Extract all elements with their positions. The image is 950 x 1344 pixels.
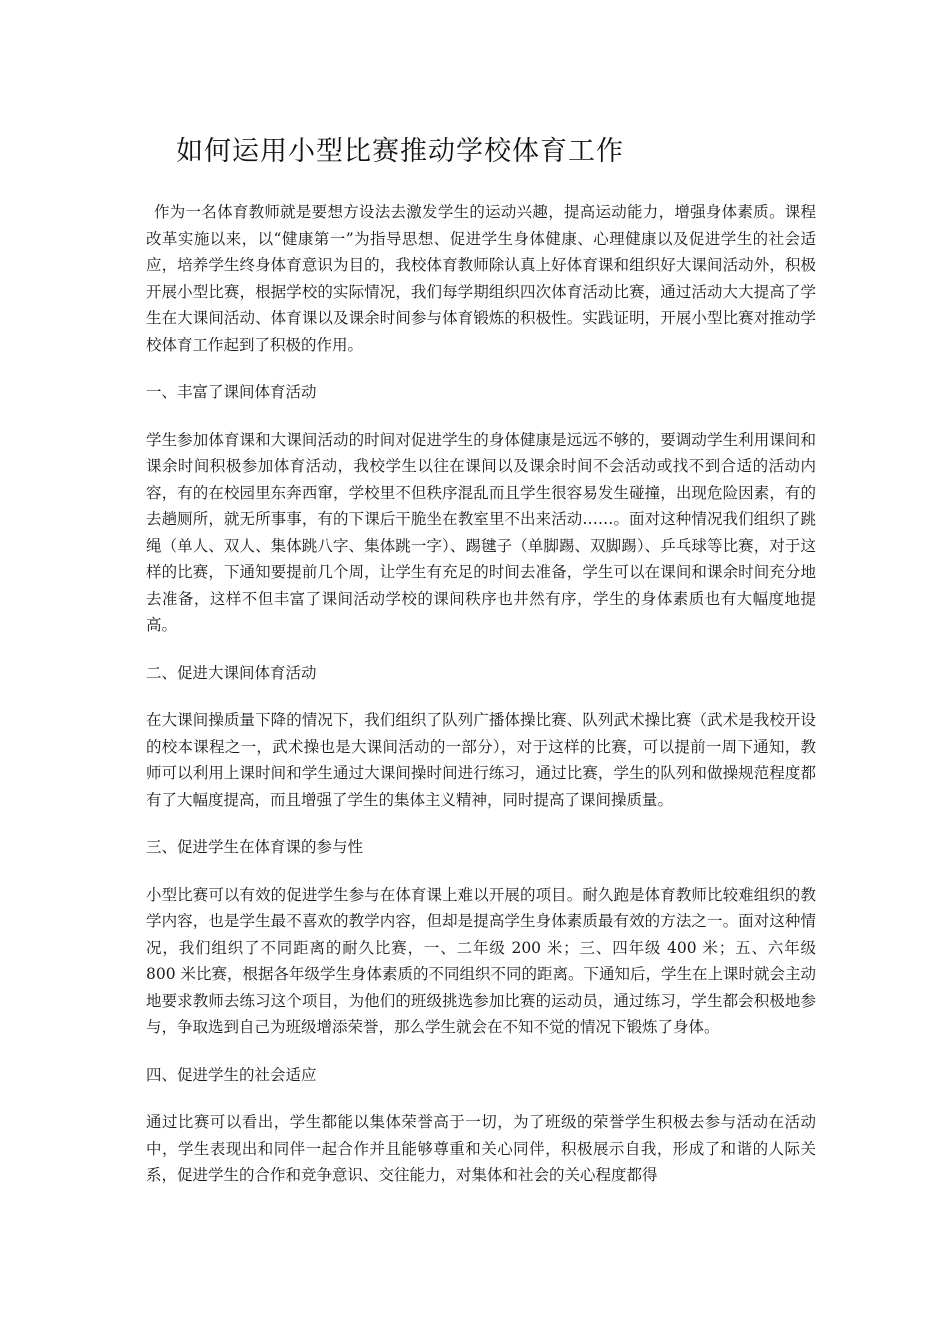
section-heading: 二、促进大课间体育活动 (146, 663, 317, 682)
intro-paragraph: 作为一名体育教师就是要想方设法去激发学生的运动兴趣，提高运动能力，增强身体素质。课程改革实施以来，以“健康第一”为指导思想、促进学生身体健康、心理健康以及促进学生的社会适应，培养学生终身体育意识为目的，我校体育教师除认真上好体育课和组织好大课间活动外，积极开展小型比赛，根据学校的实际情况，我们每学期组织四次体育活动比赛，通过活动大大提高了学生在大课间活动、体育课以及课余时间参与体育锻炼的积极性。实践证明，开展小型比赛对推动学校体育工作起到了积极的作用。 (146, 203, 816, 354)
section-paragraph: 在大课间操质量下降的情况下，我们组织了队列广播体操比赛、队列武术操比赛（武术是我校开设的校本课程之一，武术操也是大课间活动的一部分），对于这样的比赛，可以提前一周下通知，教师可以利用上课时间和学生通过大课间操时间进行练习，通过比赛，学生的队列和做操规范程度都有了大幅度提高，而且增强了学生的集体主义精神，同时提高了课间操质量。 (146, 711, 816, 809)
section-heading: 三、促进学生在体育课的参与性 (146, 838, 364, 856)
section-paragraph: 小型比赛可以有效的促进学生参与在体育课上难以开展的项目。耐久跑是体育教师比较难组织的教学内容，也是学生最不喜欢的教学内容，但却是提高学生身体素质最有效的方法之一。面对这种情况，我们组织了不同距离的耐久比赛，一、二年级 200 米；三、四年级 400 米；五、六年级 800 米比赛，根据各年级学生身体素质的不同组织不同的距离。下通知后，学生在上课时就会主动地要求教师去练习这个项目，为他们的班级挑选参加比赛的运动员，通过练习，学生都会积极地参与，争取选到自己为班级增添荣誉，那么学生就会在不知不觉的情况下锻炼了身体。 (146, 885, 817, 1036)
section-4 (146, 1062, 816, 1189)
section-heading: 四、促进学生的社会适应 (146, 1065, 317, 1084)
section-2 (146, 660, 816, 814)
document-body (146, 199, 816, 1189)
section-1 (146, 379, 816, 639)
section-heading: 一、丰富了课间体育活动 (146, 383, 317, 401)
section-3 (146, 834, 816, 1041)
document-title: 如何运用小型比赛推动学校体育工作 (176, 136, 624, 167)
section-paragraph: 学生参加体育课和大课间活动的时间对促进学生的身体健康是远远不够的，要调动学生利用课间和课余时间积极参加体育活动，我校学生以往在课间以及课余时间不会活动或找不到合适的活动内容，有的在校园里东奔西窜，学校里不但秩序混乱而且学生很容易发生碰撞，出现危险因素，有的去趟厕所，就无所事事，有的下课后干脆坐在教室里不出来活动……。面对这种情况我们组织了跳绳（单人、双人、集体跳八字、集体跳一字）、踢毽子（单脚踢、双脚踢）、乒乓球等比赛，对于这样的比赛，下通知要提前几个周，让学生有充足的时间去准备，学生可以在课间和课余时间充分地去准备，这样不但丰富了课间活动学校的课间秩序也井然有序，学生的身体素质也有大幅度地提高。 (146, 430, 816, 634)
section-paragraph: 通过比赛可以看出，学生都能以集体荣誉高于一切，为了班级的荣誉学生积极去参与活动在活动中，学生表现出和同伴一起合作并且能够尊重和关心同伴，积极展示自我，形成了和谐的人际关系，促进学生的合作和竞争意识、交往能力，对集体和社会的关心程度都得 (146, 1113, 816, 1184)
